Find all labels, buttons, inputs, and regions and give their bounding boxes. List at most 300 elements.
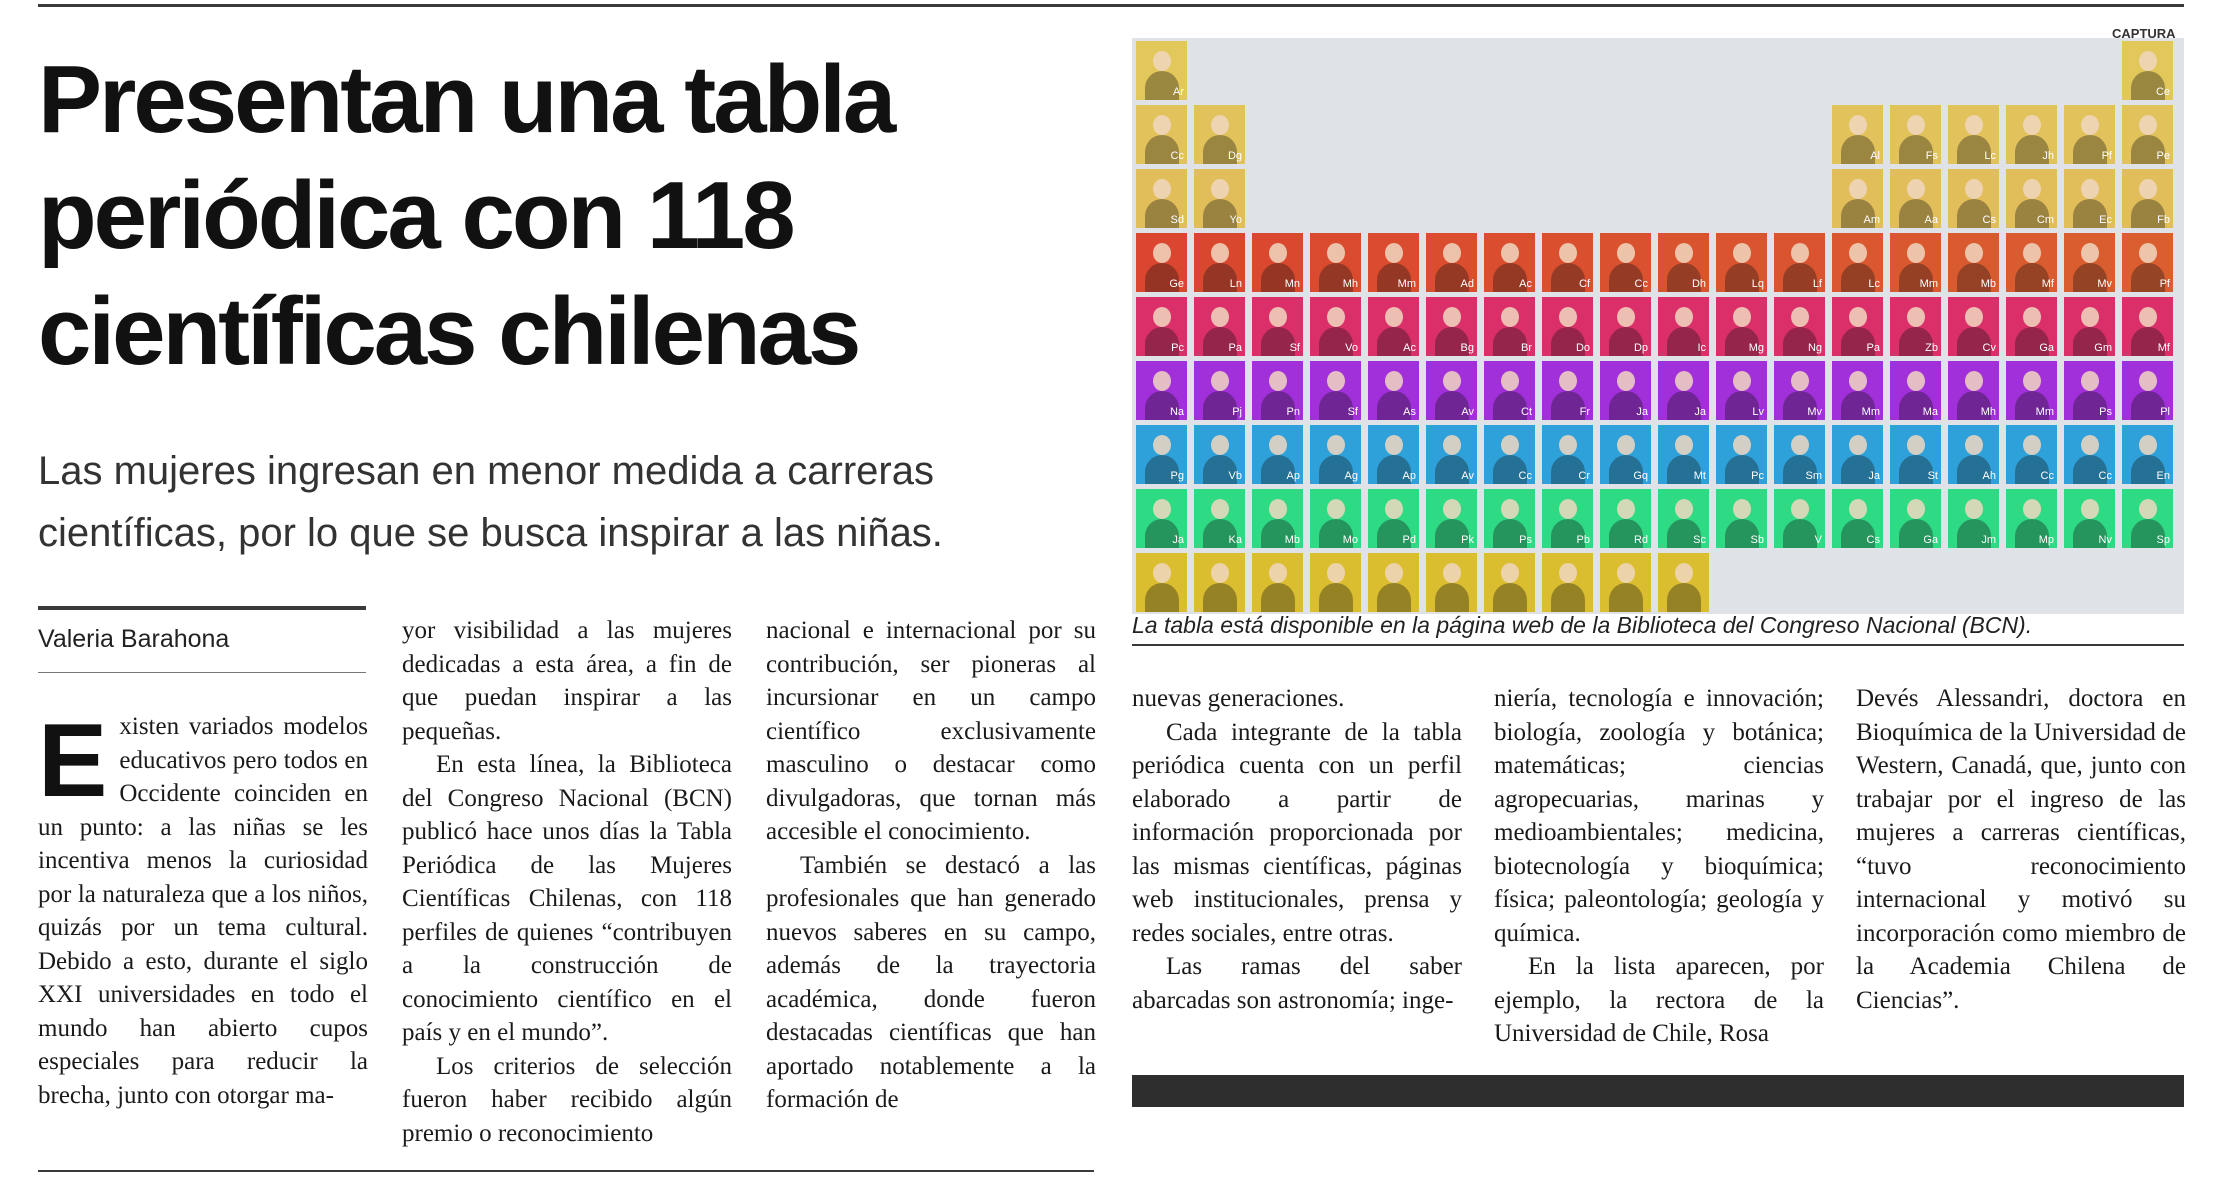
portrait-body <box>1667 583 1701 612</box>
scientist-tile <box>1194 425 1245 484</box>
scientist-tile <box>1774 489 1825 548</box>
scientist-tile <box>1890 425 1941 484</box>
scientist-tile <box>1658 425 1709 484</box>
scientist-tile <box>1484 553 1535 612</box>
element-symbol: Mo <box>1342 534 1358 546</box>
scientist-tile <box>1658 297 1709 356</box>
portrait-head <box>1443 435 1461 455</box>
scientist-tile <box>1890 105 1941 164</box>
scientist-tile <box>1368 489 1419 548</box>
column-6 <box>1856 682 2186 1017</box>
portrait-head <box>2023 435 2041 455</box>
portrait-head <box>1153 115 1171 135</box>
element-symbol: As <box>1403 406 1416 418</box>
scientist-tile <box>1890 361 1941 420</box>
portrait-body <box>1319 583 1353 612</box>
portrait-head <box>1153 563 1171 583</box>
portrait-head <box>1501 307 1519 327</box>
element-symbol: Dp <box>1633 342 1648 354</box>
element-symbol: Fr <box>1579 406 1590 418</box>
portrait-head <box>1675 243 1693 263</box>
element-symbol: Ct <box>1521 406 1532 418</box>
element-symbol: Ja <box>1636 406 1648 418</box>
element-symbol: St <box>1927 470 1938 482</box>
element-symbol: Cs <box>1982 214 1996 226</box>
element-symbol: Ln <box>1229 278 1242 290</box>
element-symbol: Ic <box>1697 342 1706 354</box>
scientist-tile <box>1890 297 1941 356</box>
scientist-tile <box>1426 489 1477 548</box>
element-symbol: Sf <box>1289 342 1300 354</box>
scientist-tile <box>1832 169 1883 228</box>
scientist-tile <box>1948 233 1999 292</box>
element-symbol: V <box>1814 534 1822 546</box>
scientist-tile <box>1252 553 1303 612</box>
scientist-tile <box>1716 233 1767 292</box>
element-symbol: Pa <box>1866 342 1880 354</box>
portrait-head <box>1501 435 1519 455</box>
scientist-tile <box>2006 169 2057 228</box>
scientist-tile <box>1716 297 1767 356</box>
scientist-tiles <box>1132 38 2184 614</box>
portrait-head <box>1385 499 1403 519</box>
column-2-paragraph-3: Los criterios de selección fueron haber recibido algún premio o reconocimiento <box>402 1052 732 1147</box>
element-symbol: Ma <box>1922 406 1938 418</box>
scientist-tile <box>1368 425 1419 484</box>
scientist-tile <box>1542 233 1593 292</box>
portrait-head <box>1675 307 1693 327</box>
portrait-head <box>1443 243 1461 263</box>
element-symbol: Dg <box>1227 150 1242 162</box>
element-symbol: Ps <box>1519 534 1532 546</box>
scientist-tile <box>1426 361 1477 420</box>
portrait-head <box>1385 563 1403 583</box>
scientist-tile <box>1310 489 1361 548</box>
element-symbol: Fs <box>1925 150 1938 162</box>
portrait-head <box>1269 307 1287 327</box>
portrait-head <box>1617 435 1635 455</box>
scientist-tile <box>1774 361 1825 420</box>
portrait-head <box>1153 243 1171 263</box>
portrait-head <box>2023 371 2041 391</box>
scientist-tile <box>1136 297 1187 356</box>
portrait-head <box>1501 563 1519 583</box>
portrait-head <box>1327 307 1345 327</box>
portrait-head <box>2081 371 2099 391</box>
element-symbol: Sb <box>1750 534 1764 546</box>
element-symbol: Ps <box>2099 406 2112 418</box>
portrait-head <box>1965 307 1983 327</box>
portrait-head <box>1443 307 1461 327</box>
scientist-tile <box>1368 553 1419 612</box>
element-symbol: Mm <box>1919 278 1938 290</box>
element-symbol: Cc <box>1170 150 1184 162</box>
element-symbol: Mv <box>1807 406 1822 418</box>
scientist-tile <box>1136 105 1187 164</box>
element-symbol: Mv <box>2097 278 2112 290</box>
portrait-head <box>1733 243 1751 263</box>
portrait-head <box>1153 307 1171 327</box>
element-symbol: Am <box>1863 214 1880 226</box>
element-symbol: Bg <box>1460 342 1474 354</box>
portrait-head <box>1907 115 1925 135</box>
element-symbol: Mh <box>1342 278 1358 290</box>
portrait-head <box>2139 115 2157 135</box>
portrait-head <box>2081 435 2099 455</box>
scientist-tile <box>2006 297 2057 356</box>
portrait-head <box>2139 435 2157 455</box>
portrait-head <box>1211 115 1229 135</box>
element-symbol: Ja <box>1172 534 1184 546</box>
element-symbol: Lq <box>1751 278 1764 290</box>
portrait-head <box>2081 115 2099 135</box>
scientist-tile <box>1310 297 1361 356</box>
element-symbol: Ec <box>2099 214 2112 226</box>
scientist-tile <box>1658 361 1709 420</box>
portrait-head <box>2139 51 2157 71</box>
column-5 <box>1494 682 1824 1051</box>
portrait-head <box>1849 179 1867 199</box>
portrait-head <box>1791 371 1809 391</box>
element-symbol: Sf <box>1347 406 1358 418</box>
element-symbol: Pb <box>1576 534 1590 546</box>
element-symbol: Do <box>1575 342 1590 354</box>
portrait-head <box>1559 307 1577 327</box>
portrait-head <box>1269 563 1287 583</box>
portrait-head <box>1559 243 1577 263</box>
element-symbol: Pe <box>2156 150 2170 162</box>
scientist-tile <box>1832 425 1883 484</box>
scientist-tile <box>1890 233 1941 292</box>
portrait-head <box>1443 499 1461 519</box>
element-symbol: Jh <box>2042 150 2054 162</box>
portrait-body <box>1377 583 1411 612</box>
portrait-head <box>1559 563 1577 583</box>
scientist-tile <box>1136 169 1187 228</box>
element-symbol: Ac <box>1403 342 1416 354</box>
scientist-tile <box>2064 233 2115 292</box>
scientist-tile <box>1484 297 1535 356</box>
element-symbol: Mg <box>1748 342 1764 354</box>
element-symbol: Cc <box>1634 278 1648 290</box>
element-symbol: Ng <box>1807 342 1822 354</box>
scientist-tile <box>1252 489 1303 548</box>
scientist-tile <box>1136 41 1187 100</box>
scientist-tile <box>1890 489 1941 548</box>
element-symbol: Mf <box>2041 278 2054 290</box>
portrait-head <box>1791 435 1809 455</box>
element-symbol: Fb <box>2157 214 2170 226</box>
element-symbol: Sd <box>1170 214 1184 226</box>
element-symbol: Ja <box>1694 406 1706 418</box>
element-symbol: Pc <box>1751 470 1764 482</box>
scientist-tile <box>1194 489 1245 548</box>
scientist-tile <box>1484 361 1535 420</box>
column-3 <box>766 614 1096 1117</box>
portrait-head <box>1907 499 1925 519</box>
scientist-tile <box>1774 297 1825 356</box>
element-symbol: Mb <box>1980 278 1996 290</box>
portrait-head <box>1501 371 1519 391</box>
portrait-head <box>1965 435 1983 455</box>
portrait-head <box>1443 563 1461 583</box>
bottom-rule-left <box>38 1170 1094 1172</box>
portrait-body <box>1145 583 1179 612</box>
scientist-tile <box>1658 489 1709 548</box>
portrait-head <box>1907 179 1925 199</box>
column-4-paragraph-2: Cada integrante de la tabla periódica cuenta con un perfil elaborado a partir de información proporcionada por las mismas científicas, páginas web institucionales, prensa y redes sociales, entre otras. <box>1132 718 1462 947</box>
portrait-head <box>1733 499 1751 519</box>
portrait-head <box>1211 371 1229 391</box>
portrait-head <box>1559 499 1577 519</box>
portrait-head <box>1211 435 1229 455</box>
scientist-tile <box>1542 489 1593 548</box>
dark-bar <box>1132 1075 2184 1107</box>
scientist-tile <box>1600 425 1651 484</box>
element-symbol: Pa <box>1228 342 1242 354</box>
portrait-head <box>1327 371 1345 391</box>
portrait-head <box>2023 179 2041 199</box>
scientist-tile <box>1716 425 1767 484</box>
scientist-tile <box>1194 169 1245 228</box>
element-symbol: Zb <box>1925 342 1938 354</box>
element-symbol: Pf <box>2159 278 2170 290</box>
element-symbol: Ga <box>1923 534 1938 546</box>
scientist-tile <box>2122 489 2173 548</box>
portrait-head <box>1965 243 1983 263</box>
scientist-tile <box>1542 297 1593 356</box>
element-symbol: Br <box>1521 342 1532 354</box>
scientist-tile <box>1600 489 1651 548</box>
scientist-tile <box>2122 425 2173 484</box>
portrait-head <box>1675 499 1693 519</box>
scientist-tile <box>1484 233 1535 292</box>
portrait-head <box>2139 499 2157 519</box>
element-symbol: Ge <box>1169 278 1184 290</box>
portrait-head <box>1269 243 1287 263</box>
element-symbol: Yo <box>1229 214 1242 226</box>
scientist-tile <box>1890 169 1941 228</box>
portrait-head <box>1791 307 1809 327</box>
scientist-tile <box>1832 361 1883 420</box>
scientist-tile <box>1600 553 1651 612</box>
scientist-tile <box>2006 489 2057 548</box>
drop-cap: E <box>38 703 108 819</box>
element-symbol: Mf <box>2157 342 2170 354</box>
element-symbol: Ah <box>1982 470 1996 482</box>
portrait-head <box>1849 371 1867 391</box>
article-subtitle: Las mujeres ingresan en menor medida a carreras científicas, por lo que se busca inspirar a las niñas. <box>38 449 943 555</box>
scientist-tile <box>1426 233 1477 292</box>
scientist-tile <box>1658 553 1709 612</box>
portrait-head <box>2023 499 2041 519</box>
element-symbol: Cr <box>1578 470 1590 482</box>
portrait-head <box>2023 115 2041 135</box>
portrait-head <box>1849 435 1867 455</box>
portrait-head <box>1733 371 1751 391</box>
scientist-tile <box>1948 169 1999 228</box>
scientist-tile <box>1136 233 1187 292</box>
portrait-head <box>1385 243 1403 263</box>
portrait-head <box>1675 371 1693 391</box>
article-headline: Presentan una tabla periódica con 118 científicas chilenas <box>38 46 894 385</box>
portrait-head <box>1269 435 1287 455</box>
portrait-head <box>1327 563 1345 583</box>
portrait-head <box>1907 307 1925 327</box>
scientist-tile <box>1310 553 1361 612</box>
element-symbol: Mm <box>1397 278 1416 290</box>
element-symbol: Cf <box>1579 278 1590 290</box>
scientist-tile <box>1948 105 1999 164</box>
scientist-tile <box>1600 233 1651 292</box>
portrait-head <box>1617 371 1635 391</box>
portrait-head <box>1849 243 1867 263</box>
element-symbol: Mb <box>1284 534 1300 546</box>
element-symbol: Pj <box>1232 406 1242 418</box>
portrait-head <box>1907 371 1925 391</box>
column-4-paragraph-3: Las ramas del saber abarcadas son astronomía; inge- <box>1132 953 1462 1014</box>
portrait-head <box>1153 435 1171 455</box>
portrait-head <box>2081 243 2099 263</box>
top-rule <box>38 4 2184 7</box>
portrait-head <box>1153 179 1171 199</box>
element-symbol: Pl <box>2160 406 2170 418</box>
element-symbol: Lv <box>1752 406 1764 418</box>
portrait-head <box>1327 243 1345 263</box>
element-symbol: Av <box>1461 470 1474 482</box>
scientist-tile <box>1948 297 1999 356</box>
element-symbol: Lc <box>1984 150 1996 162</box>
portrait-head <box>1965 115 1983 135</box>
element-symbol: Mm <box>2035 406 2054 418</box>
portrait-head <box>1327 435 1345 455</box>
portrait-head <box>1269 371 1287 391</box>
column-2-paragraph-1: yor visibilidad a las mujeres dedicadas a esta área, a fin de que puedan inspirar a las pequeñas. <box>402 617 732 745</box>
element-symbol: Cm <box>2036 214 2054 226</box>
scientist-tile <box>1310 361 1361 420</box>
element-symbol: Lc <box>1868 278 1880 290</box>
scientist-tile <box>1658 233 1709 292</box>
scientist-tile <box>1194 105 1245 164</box>
element-symbol: Mn <box>1284 278 1300 290</box>
portrait-body <box>1261 583 1295 612</box>
portrait-head <box>1733 307 1751 327</box>
scientist-tile <box>2064 105 2115 164</box>
portrait-head <box>1211 179 1229 199</box>
portrait-head <box>1153 371 1171 391</box>
scientist-tile <box>1136 361 1187 420</box>
element-symbol: Sm <box>1805 470 1822 482</box>
portrait-head <box>1791 499 1809 519</box>
element-symbol: Dh <box>1691 278 1706 290</box>
scientist-tile <box>2064 169 2115 228</box>
scientist-tile <box>1484 425 1535 484</box>
element-symbol: Vo <box>1345 342 1358 354</box>
scientist-tile <box>1716 489 1767 548</box>
element-symbol: Sp <box>2156 534 2170 546</box>
element-symbol: Cs <box>1866 534 1880 546</box>
portrait-body <box>1203 583 1237 612</box>
element-symbol: Na <box>1169 406 1184 418</box>
scientist-tile <box>1252 297 1303 356</box>
portrait-head <box>1327 499 1345 519</box>
portrait-head <box>1385 307 1403 327</box>
portrait-head <box>1849 499 1867 519</box>
portrait-head <box>1501 499 1519 519</box>
element-symbol: Pn <box>1286 406 1300 418</box>
column-3-paragraph-2: También se destacó a las profesionales que han generado nuevos saberes en su campo, además de la trayectoria académica, donde fueron destacadas científicas que han aportado notablemente a la formación de <box>766 851 1096 1113</box>
scientist-tile <box>1600 361 1651 420</box>
portrait-head <box>2139 371 2157 391</box>
scientist-tile <box>1426 425 1477 484</box>
portrait-head <box>1559 371 1577 391</box>
portrait-head <box>1907 243 1925 263</box>
portrait-head <box>2081 179 2099 199</box>
portrait-head <box>1385 371 1403 391</box>
element-symbol: Cc <box>2040 470 2054 482</box>
scientist-tile <box>1542 553 1593 612</box>
scientist-tile <box>1136 553 1187 612</box>
element-symbol: Pk <box>1461 534 1474 546</box>
portrait-head <box>2023 243 2041 263</box>
scientist-tile <box>1948 489 1999 548</box>
element-symbol: Pf <box>2101 150 2112 162</box>
element-symbol: Lf <box>1812 278 1822 290</box>
scientist-tile <box>2122 297 2173 356</box>
caption-rule <box>1132 644 2184 646</box>
scientist-tile <box>2122 233 2173 292</box>
scientist-tile <box>1368 297 1419 356</box>
column-1 <box>38 703 368 1112</box>
scientist-tile <box>1832 105 1883 164</box>
author-top-rule <box>38 606 366 610</box>
portrait-head <box>1675 563 1693 583</box>
element-symbol: Ad <box>1460 278 1474 290</box>
element-symbol: Vb <box>1228 470 1242 482</box>
scientist-tile <box>2122 41 2173 100</box>
scientist-tile <box>1542 361 1593 420</box>
scientist-tile <box>1310 233 1361 292</box>
portrait-head <box>1559 435 1577 455</box>
scientist-tile <box>1252 233 1303 292</box>
image-caption: La tabla está disponible en la página web de la Biblioteca del Congreso Nacional (BCN). <box>1132 612 2033 638</box>
scientist-tile <box>1310 425 1361 484</box>
column-5-paragraph-1: niería, tecnología e innovación; biología, zoología y botánica; matemáticas; ciencias agropecuarias, marinas y medioambientales; medicina, biotecnología y bioquímica; física; paleontología; geología y química. <box>1494 685 1824 947</box>
portrait-head <box>1907 435 1925 455</box>
portrait-head <box>1211 563 1229 583</box>
scientist-tile <box>2006 361 2057 420</box>
element-symbol: Ac <box>1519 278 1532 290</box>
scientist-tile <box>2064 297 2115 356</box>
scientist-tile <box>1832 489 1883 548</box>
scientist-tile <box>1426 297 1477 356</box>
scientist-tile <box>1368 361 1419 420</box>
author-bottom-rule <box>38 672 366 673</box>
element-symbol: Mp <box>2038 534 2054 546</box>
portrait-body <box>1551 583 1585 612</box>
portrait-head <box>1617 563 1635 583</box>
portrait-body <box>1435 583 1469 612</box>
image-credit: CAPTURA <box>2112 26 2176 41</box>
column-4-paragraph-1: nuevas generaciones. <box>1132 685 1345 712</box>
element-symbol: Ag <box>1344 470 1358 482</box>
scientist-tile <box>1252 361 1303 420</box>
element-symbol: Pg <box>1170 470 1184 482</box>
element-symbol: Ar <box>1173 86 1184 98</box>
column-5-paragraph-2: En la lista aparecen, por ejemplo, la rectora de la Universidad de Chile, Rosa <box>1494 953 1824 1047</box>
element-symbol: Mt <box>1693 470 1706 482</box>
portrait-head <box>1733 435 1751 455</box>
